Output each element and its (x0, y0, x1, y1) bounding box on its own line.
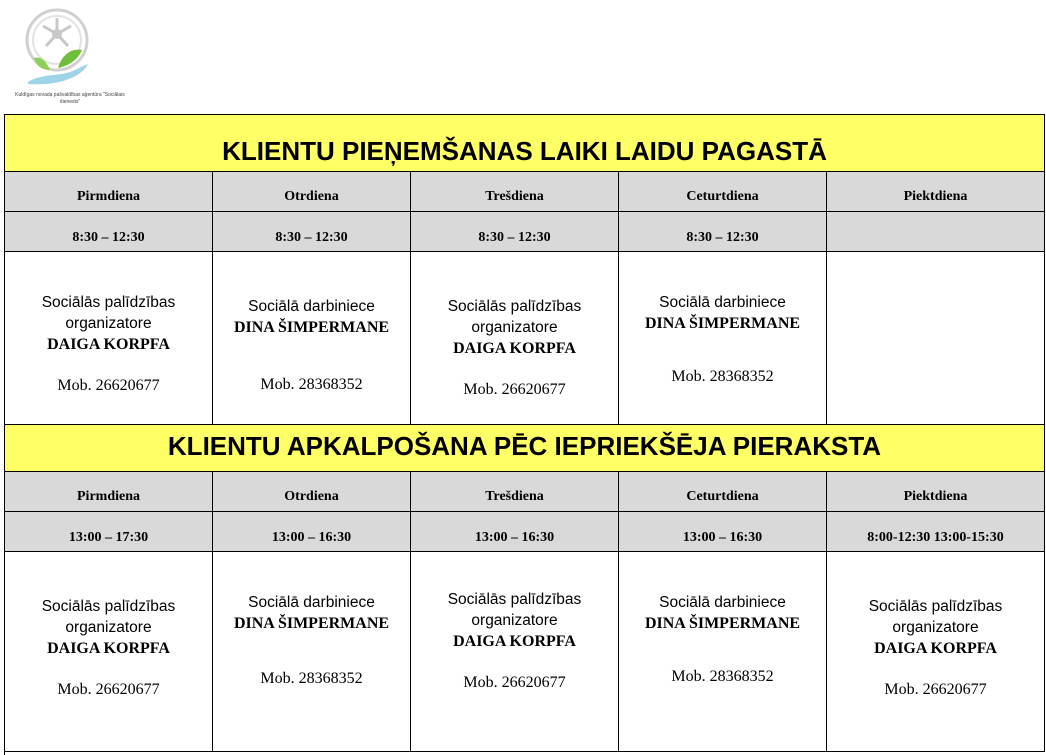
section2-title-banner (5, 425, 1045, 472)
s2-time-fri: 8:00-12:30 13:00-15:30 (827, 512, 1045, 552)
staff-phone: Mob. 28368352 (671, 668, 774, 685)
staff-name: DINA ŠIMPERMANE (233, 319, 390, 336)
s2-staff-wed (411, 552, 619, 752)
s2-staff-thu (619, 552, 827, 752)
s2-time-thu: 13:00 – 16:30 (619, 512, 827, 552)
staff-phone: Mob. 26620677 (57, 681, 160, 698)
s2-time-tue: 13:00 – 16:30 (213, 512, 411, 552)
staff-name: DAIGA KORPFA (453, 340, 576, 357)
s1-day-fri: Piektdiena (827, 172, 1045, 212)
section1-day-row (5, 172, 1045, 212)
section2-title: KLIENTU APKALPOŠANA PĒC IEPRIEKŠĒJA PIERAKSTA (167, 431, 882, 461)
staff-name: DAIGA KORPFA (47, 640, 170, 657)
s1-time-wed: 8:30 – 12:30 (411, 212, 619, 252)
staff-name: DINA ŠIMPERMANE (644, 615, 801, 632)
section2-staff-row (5, 552, 1045, 752)
section1-staff-row (5, 252, 1045, 425)
schedule-sheet (4, 114, 1045, 755)
s1-day-wed: Trešdiena (411, 172, 619, 212)
staff-phone: Mob. 26620677 (463, 674, 566, 691)
staff-phone: Mob. 28368352 (671, 368, 774, 385)
s2-time-mon: 13:00 – 17:30 (5, 512, 213, 552)
s1-staff-fri (827, 252, 1045, 425)
staff-phone: Mob. 26620677 (57, 377, 160, 394)
s2-staff-fri (827, 552, 1045, 752)
s2-staff-tue (213, 552, 411, 752)
section1-title: KLIENTU PIEŅEMŠANAS LAIKI LAIDU PAGASTĀ (222, 136, 827, 166)
s1-day-thu: Ceturtdiena (619, 172, 827, 212)
s1-staff-tue (213, 252, 411, 425)
s1-day-mon: Pirmdiena (5, 172, 213, 212)
staff-role: Sociālās palīdzības (41, 598, 176, 615)
staff-phone: Mob. 26620677 (463, 381, 566, 398)
staff-role-line2: organizatore (892, 619, 979, 636)
staff-role: Sociālās palīdzības (447, 591, 582, 608)
staff-role: Sociālā darbiniece (248, 298, 375, 315)
section1-time-row (5, 212, 1045, 252)
staff-role: Sociālā darbiniece (659, 294, 786, 311)
staff-role-line2: organizatore (65, 619, 152, 636)
staff-name: DAIGA KORPFA (47, 336, 170, 353)
s1-time-fri (827, 212, 1045, 252)
logo-icon (10, 4, 120, 94)
s1-staff-wed (411, 252, 619, 425)
staff-name: DAIGA KORPFA (453, 633, 576, 650)
staff-role: Sociālā darbiniece (659, 594, 786, 611)
s1-time-tue: 8:30 – 12:30 (213, 212, 411, 252)
s2-day-thu: Ceturtdiena (619, 472, 827, 512)
s2-day-wed: Trešdiena (411, 472, 619, 512)
s2-day-fri: Piektdiena (827, 472, 1045, 512)
section1-title-banner (5, 115, 1045, 172)
s1-staff-mon (5, 252, 213, 425)
s1-time-thu: 8:30 – 12:30 (619, 212, 827, 252)
s1-staff-thu (619, 252, 827, 425)
agency-logo (10, 4, 125, 112)
staff-role: Sociālās palīdzības (447, 298, 582, 315)
s2-time-wed: 13:00 – 16:30 (411, 512, 619, 552)
s2-day-mon: Pirmdiena (5, 472, 213, 512)
staff-phone: Mob. 26620677 (884, 681, 987, 698)
section2-day-row (5, 472, 1045, 512)
staff-name: DAIGA KORPFA (874, 640, 997, 657)
s2-staff-mon (5, 552, 213, 752)
staff-role: Sociālā darbiniece (248, 594, 375, 611)
staff-phone: Mob. 28368352 (260, 670, 363, 687)
section2-time-row (5, 512, 1045, 552)
s2-day-tue: Otrdiena (213, 472, 411, 512)
logo-caption: Kuldīgas novada pašvaldības aģentūra "Sociālais dienests" (15, 92, 125, 105)
staff-name: DINA ŠIMPERMANE (644, 315, 801, 332)
staff-role-line2: organizatore (65, 315, 152, 332)
staff-role: Sociālās palīdzības (868, 598, 1003, 615)
staff-phone: Mob. 28368352 (260, 376, 363, 393)
staff-role-line2: organizatore (471, 319, 558, 336)
s1-day-tue: Otrdiena (213, 172, 411, 212)
staff-role: Sociālās palīdzības (41, 294, 176, 311)
staff-role-line2: organizatore (471, 612, 558, 629)
s1-time-mon: 8:30 – 12:30 (5, 212, 213, 252)
staff-name: DINA ŠIMPERMANE (233, 615, 390, 632)
